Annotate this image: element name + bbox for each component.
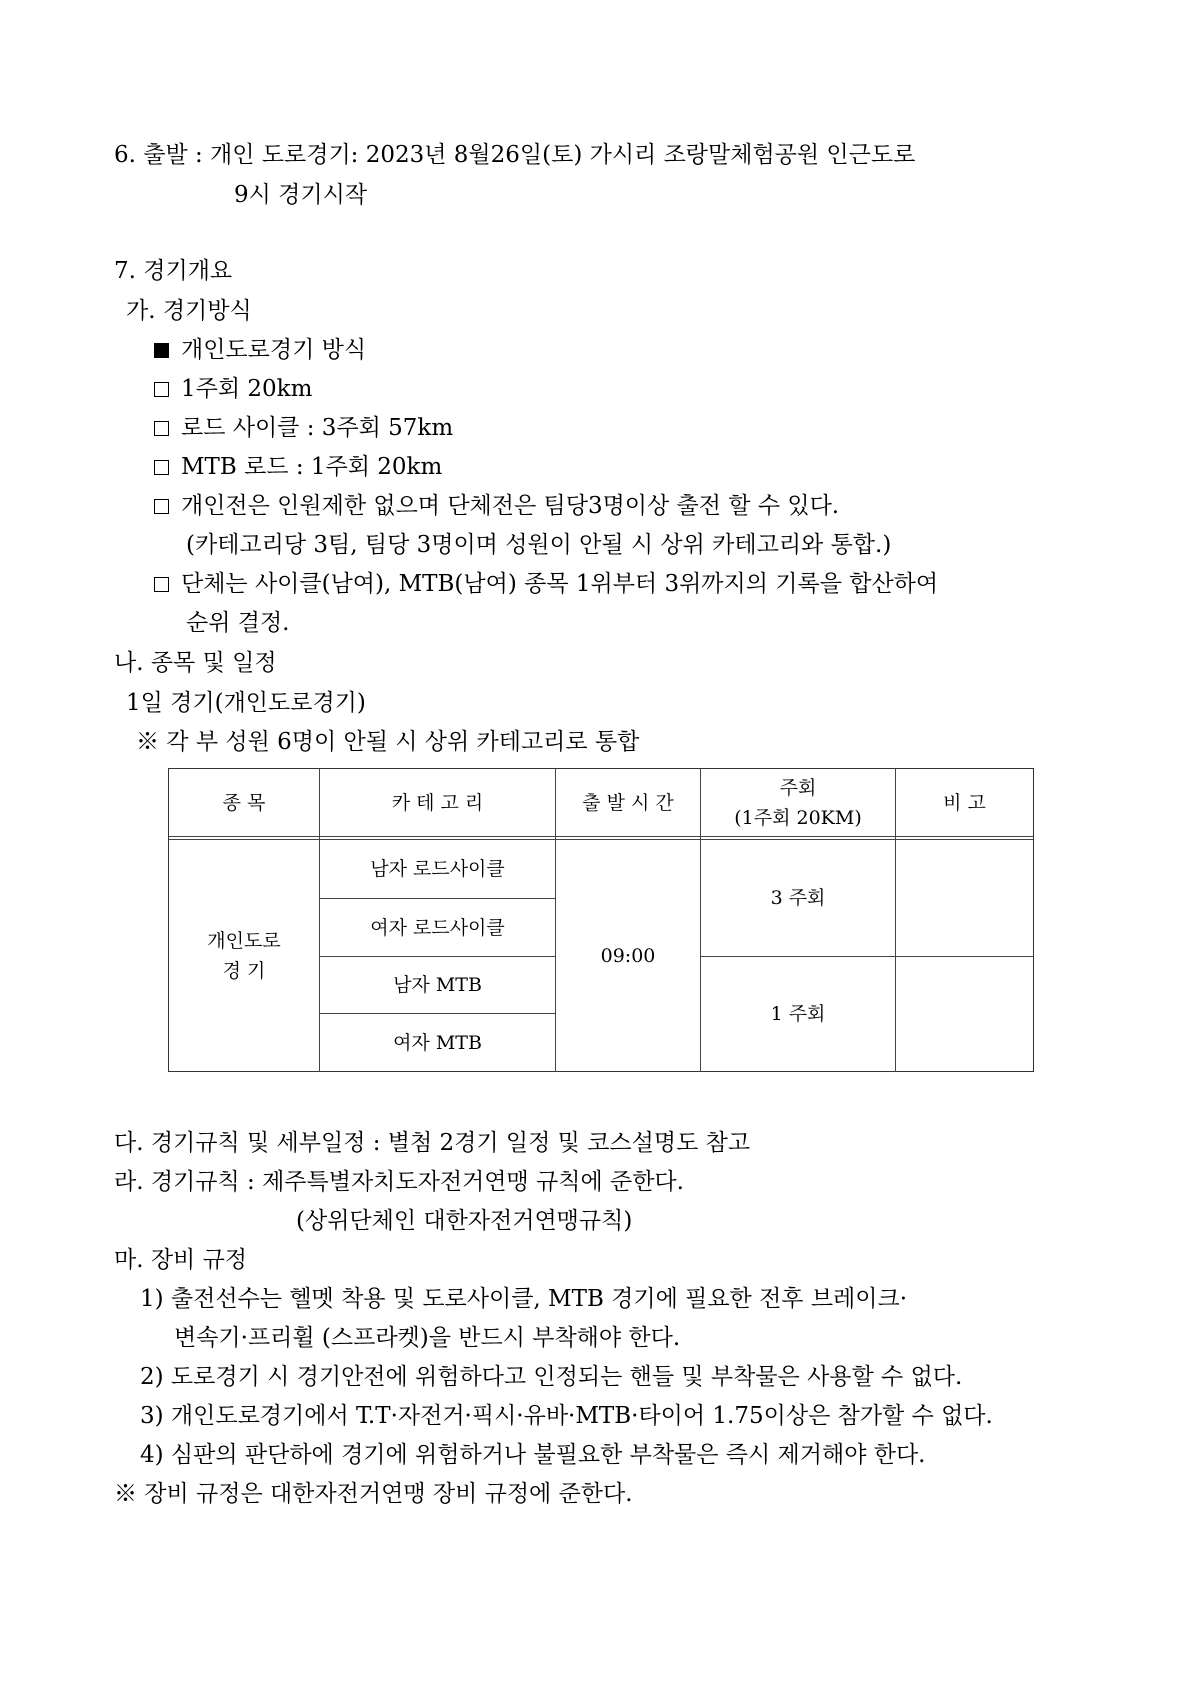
event-name-line1: 개인도로 <box>207 930 281 952</box>
laps-cell: 1 주회 <box>770 1003 826 1025</box>
integration-note: ※ 각 부 성원 6명이 안될 시 상위 카테고리로 통합 <box>136 729 640 755</box>
filled-square-icon <box>154 343 169 358</box>
section-7-title: 7. 경기개요 <box>114 258 233 284</box>
equipment-final-note: ※ 장비 규정은 대한자전거연맹 장비 규정에 준한다. <box>114 1481 633 1507</box>
event-cell <box>169 840 319 1072</box>
header-remarks: 비 고 <box>943 791 986 814</box>
method-item: 개인전은 인원제한 없으며 단체전은 팀당3명이상 출전 할 수 있다. <box>154 491 839 521</box>
category-cell: 남자 MTB <box>393 974 482 996</box>
empty-square-icon <box>154 382 169 397</box>
header-start-time: 출 발 시 간 <box>582 791 674 814</box>
header-category: 카 테 고 리 <box>391 791 484 814</box>
remarks-cell <box>896 957 1033 1071</box>
method-item-continuation: 순위 결정. <box>186 610 290 636</box>
rule-da: 다. 경기규칙 및 세부일정 : 별첨 2경기 일정 및 코스설명도 참고 <box>114 1130 751 1156</box>
equipment-rule-continuation: 변속기·프리휠 (스프라켓)을 반드시 부착해야 한다. <box>174 1325 681 1351</box>
empty-square-icon <box>154 499 169 514</box>
laps-cell: 3 주회 <box>770 887 826 909</box>
event-name-line2: 경 기 <box>222 960 266 982</box>
equipment-rule: 1) 출전선수는 헬멧 착용 및 도로사이클, MTB 경기에 필요한 전후 브레이크· <box>140 1286 908 1312</box>
header-event: 종 목 <box>222 791 266 814</box>
rule-ra: 라. 경기규칙 : 제주특별자치도자전거연맹 규칙에 준한다. <box>114 1169 684 1195</box>
subsection-na-title: 나. 종목 및 일정 <box>114 650 277 676</box>
day1-title: 1일 경기(개인도로경기) <box>126 690 366 716</box>
equipment-rule: 4) 심판의 판단하에 경기에 위험하거나 불필요한 부착물은 즉시 제거해야 한다. <box>140 1442 926 1468</box>
start-info-line: 6. 출발 : 개인 도로경기: 2023년 8월26일(토) 가시리 조랑말체험공원 인근도로 <box>114 142 916 168</box>
header-laps-title: 주회 <box>779 776 817 799</box>
method-item: 단체는 사이클(남여), MTB(남여) 종목 1위부터 3위까지의 기록을 합산하여 <box>154 569 938 599</box>
method-item: MTB 로드 : 1주회 20km <box>154 452 442 482</box>
empty-square-icon <box>154 577 169 592</box>
subsection-ga-title: 가. 경기방식 <box>126 298 252 324</box>
start-time-cell: 09:00 <box>600 945 656 967</box>
header-laps-note: (1주회 20KM) <box>734 806 862 829</box>
schedule-table <box>168 768 1034 1072</box>
category-cell: 여자 로드사이클 <box>370 916 505 939</box>
header-laps <box>701 769 895 836</box>
method-item: 1주회 20km <box>154 374 312 404</box>
start-time-line: 9시 경기시작 <box>234 182 368 208</box>
method-item: 개인도로경기 방식 <box>154 335 366 365</box>
empty-square-icon <box>154 460 169 475</box>
remarks-cell <box>896 840 1033 956</box>
category-cell: 여자 MTB <box>393 1031 482 1054</box>
category-cell: 남자 로드사이클 <box>370 858 505 880</box>
method-item: 로드 사이클 : 3주회 57km <box>154 413 453 443</box>
equipment-rule: 2) 도로경기 시 경기안전에 위험하다고 인정되는 핸들 및 부착물은 사용할 수 없다. <box>140 1364 963 1390</box>
empty-square-icon <box>154 421 169 436</box>
rule-ra-continuation: (상위단체인 대한자전거연맹규칙) <box>296 1208 633 1234</box>
method-item-continuation: (카테고리당 3팀, 팀당 3명이며 성원이 안될 시 상위 카테고리와 통합.) <box>186 532 892 558</box>
equipment-rule: 3) 개인도로경기에서 T.T·자전거·픽시·유바·MTB·타이어 1.75이상은 참가할 수 없다. <box>140 1403 993 1429</box>
rule-ma: 마. 장비 규정 <box>114 1247 248 1273</box>
